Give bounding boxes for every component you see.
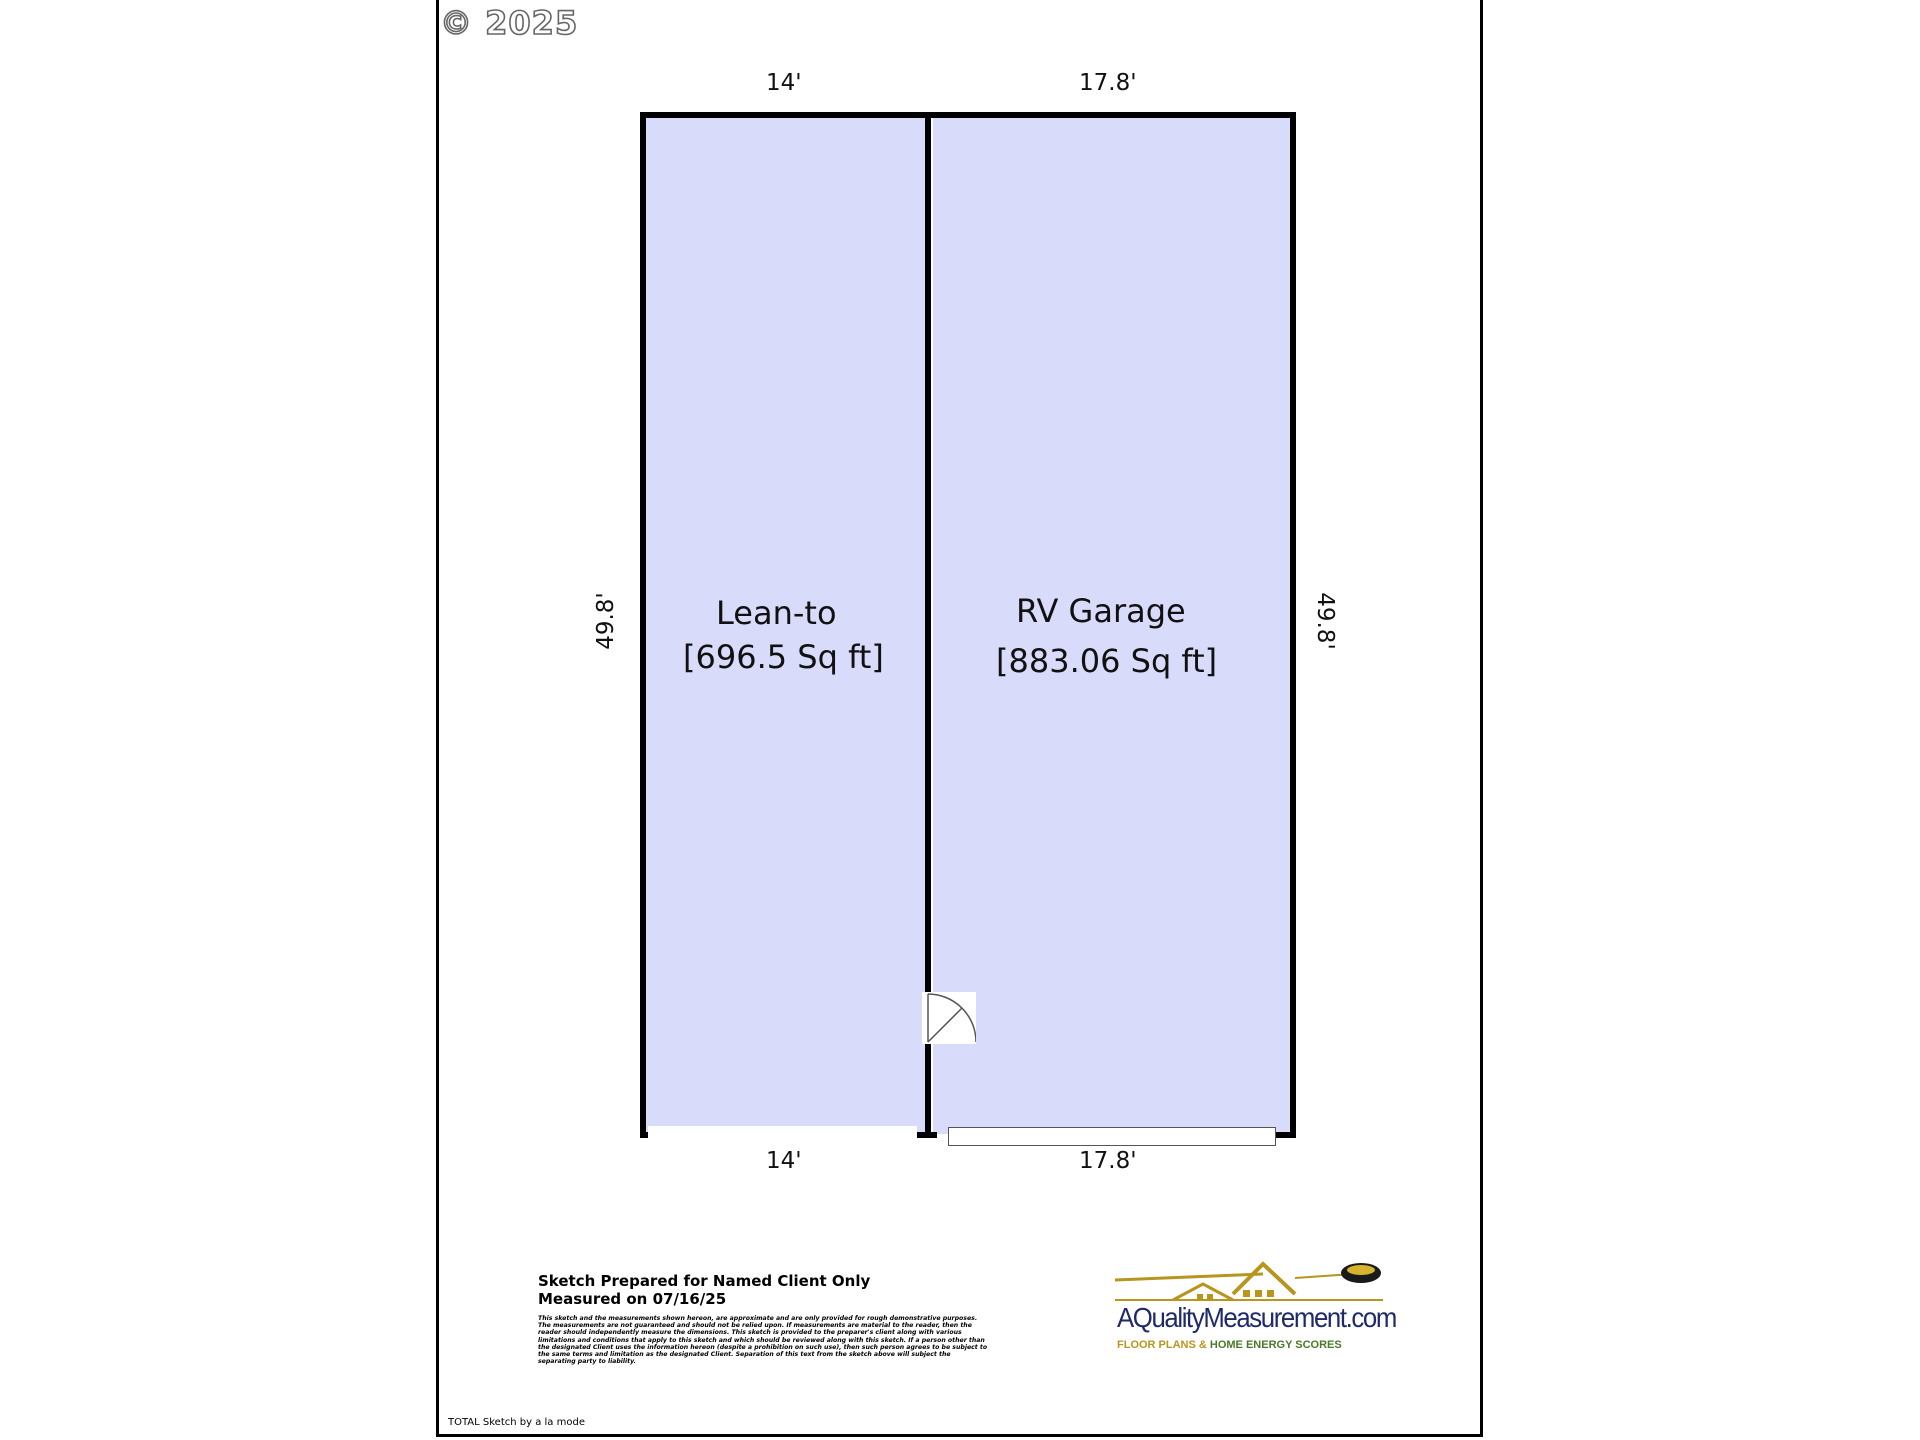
logo-house-icon: [1113, 1256, 1385, 1306]
room-label-rv-garage-area: [883.06 Sq ft]: [996, 642, 1218, 680]
lean-to-opening: [648, 1126, 917, 1138]
logo-url-text: AQualityMeasurement.com: [1117, 1302, 1396, 1333]
wall-top: [640, 112, 1296, 118]
copyright-watermark: © 2025: [440, 4, 579, 42]
logo-subtitle: [1117, 1339, 1342, 1351]
room-label-lean-to-name: Lean-to: [716, 594, 837, 632]
dim-top-right: 17.8': [1079, 70, 1137, 96]
software-credit: TOTAL Sketch by a la mode: [448, 1417, 585, 1428]
wall-right: [1290, 112, 1296, 1138]
room-label-rv-garage-name: RV Garage: [1016, 592, 1186, 630]
dim-left-side: 49.8': [592, 592, 619, 650]
garage-door: [948, 1127, 1276, 1146]
dim-bottom-left: 14': [766, 1148, 802, 1174]
footer-title-line1: Sketch Prepared for Named Client Only: [538, 1272, 871, 1290]
footer-disclaimer: This sketch and the measurements shown hereon, are approximate and are only provided for rough demonstrative purposes. The measurements are not guaranteed and should not be relied upon. If measurements are material to the reader, then the reader should independently measure the dimensions. This sketch is provided to the preparer's client along with various limitations and conditions that apply to this sketch and which should be reviewed along with this sketch. If a person other than the designated Client uses the information hereon (despite a prohibition on such use), then such person agrees to be subject to the same terms and limitation as the designated Client. Separation of this text from the sketch above will subject the separating party to liability.: [538, 1315, 988, 1366]
wall-divider: [925, 112, 931, 992]
logo-subtitle-part2: HOME ENERGY SCORES: [1209, 1339, 1342, 1351]
footer-title-line2: Measured on 07/16/25: [538, 1290, 727, 1308]
footer-title: [538, 1272, 870, 1308]
logo-subtitle-part1: FLOOR PLANS &: [1117, 1339, 1210, 1351]
wall-bottom-right-stub: [1274, 1132, 1296, 1138]
wall-bottom-left-stub: [640, 1132, 648, 1138]
dim-top-left: 14': [766, 70, 802, 96]
dim-bottom-right: 17.8': [1079, 1148, 1137, 1174]
wall-divider-lower: [925, 1042, 931, 1138]
wall-bottom-mid-stub: [917, 1132, 937, 1138]
room-label-lean-to-area: [696.5 Sq ft]: [683, 638, 884, 676]
dim-right-side: 49.8': [1311, 592, 1338, 650]
wall-left: [640, 112, 646, 1138]
door-swing-icon: [922, 992, 976, 1044]
